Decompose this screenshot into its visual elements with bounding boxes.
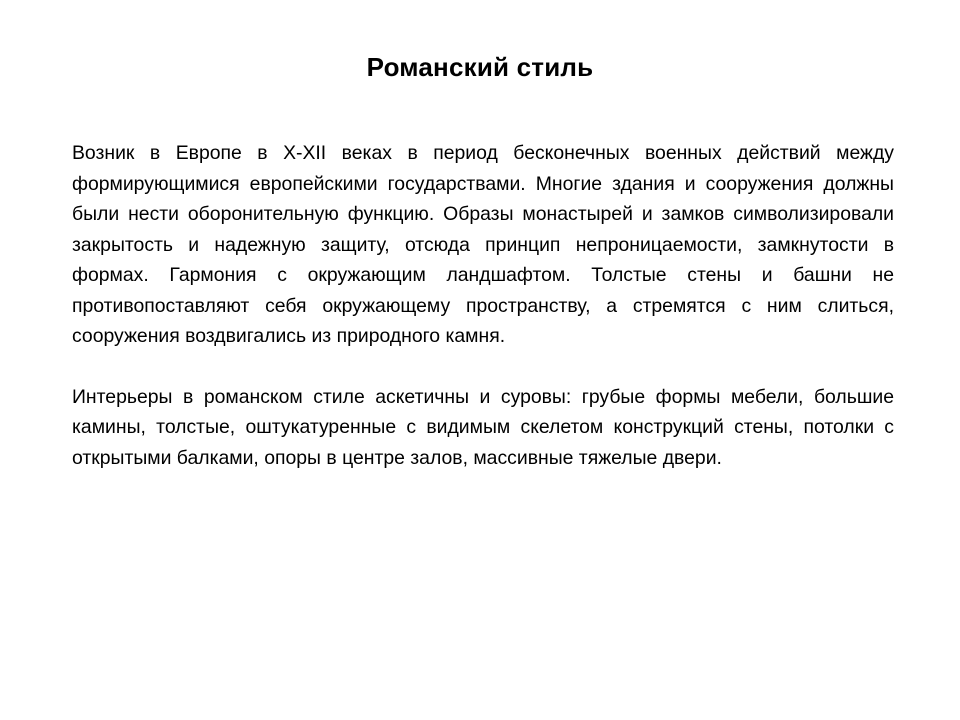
slide-body [72, 138, 894, 473]
paragraph-interiors: Интерьеры в романском стиле аскетичны и суровы: грубые формы мебели, большие камины, толстые, оштукатуренные с видимым скелетом конструкций стены, потолки с открытыми балками, опоры в центре залов, массивные тяжелые двери. [72, 385, 894, 469]
paragraph-history: Возник в Европе в X-XII веках в период бесконечных военных действий между формирующимися европейскими государствами. Многие здания и сооружения должны были нести оборонительную функцию. Образы монастырей и замков символизировали закрытость и надежную защиту, отсюда принцип непроницаемости, замкнутости в формах. Гармония с окружающим ландшафтом. Толстые стены и башни не противопоставляют себя окружающему пространству, а стремятся с ним слиться, сооружения воздвигались из природного камня. [72, 142, 894, 347]
slide-title: Романский стиль [366, 52, 594, 82]
